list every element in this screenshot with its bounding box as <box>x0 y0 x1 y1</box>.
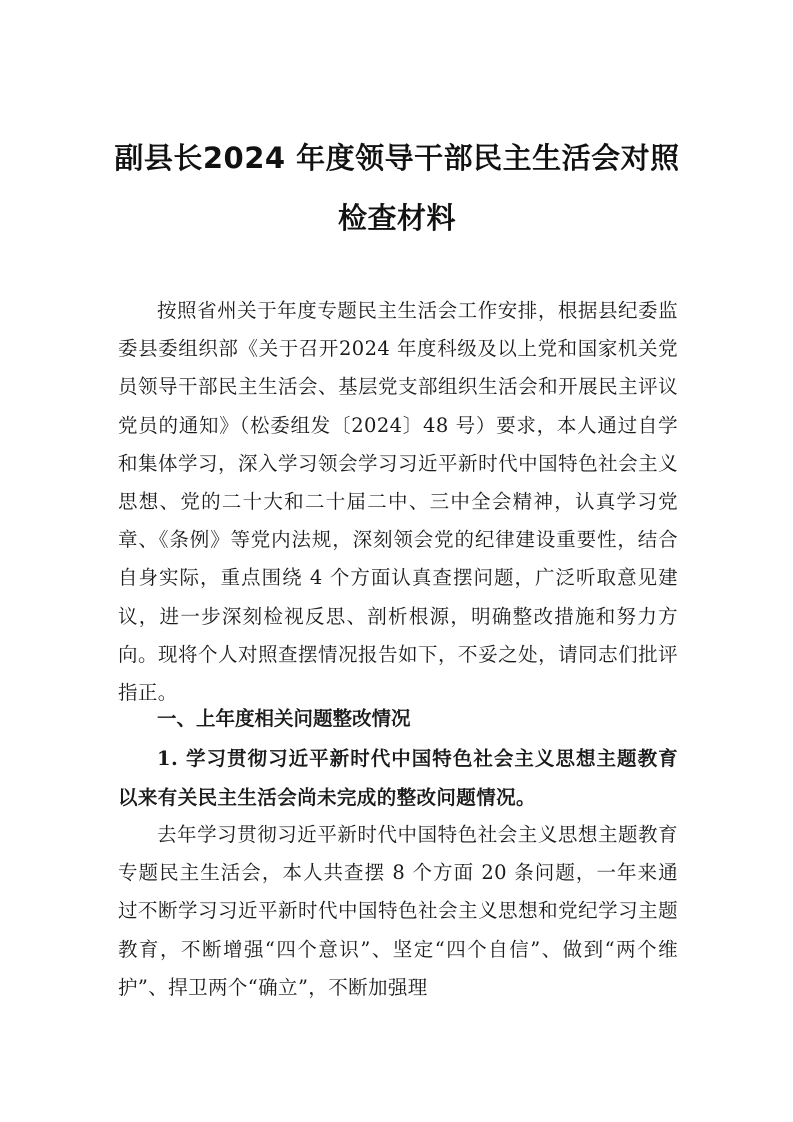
intro-paragraph: 按照省州关于年度专题民主生活会工作安排，根据县纪委监委县委组织部《关于召开2024 年度科级及以上党和国家机关党员领导干部民主生活会、基层党支部组织生活会和开展民主评议党员的通知》（松委组发〔2024〕48 号）要求，本人通过自学和集体学习，深入学习领会学习习近平新时代中国特色社会主义思想、党的二十大和二十届二中、三中全会精神，认真学习党章、《条例》等党内法规，深刻领会党的纪律建设重要性，结合自身实际，重点围绕 4 个方面认真查摆问题，广泛听取意见建议，进一步深刻检视反思、剖析根源，明确整改措施和努力方向。现将个人对照查摆情况报告如下，不妥之处，请同志们批评指正。 <box>118 299 678 705</box>
subsection-heading-1: 1. 学习贯彻习近平新时代中国特色社会主义思想主题教育以来有关民主生活会尚未完成的整改问题情况。 <box>118 747 678 809</box>
document-title-line-2: 检查材料 <box>337 201 456 235</box>
section-heading-1: 一、上年度相关问题整改情况 <box>157 707 411 730</box>
document-title-line-1: 副县长2024 年度领导干部民主生活会对照 <box>114 141 680 175</box>
subsection-1-body-paragraph: 去年学习贯彻习近平新时代中国特色社会主义思想主题教育专题民主生活会，本人共查摆 8 个方面 20 条问题，一年来通过不断学习习近平新时代中国特色社会主义思想和党纪学习主题教育，不断增强“四个意识”、坚定“四个自信”、做到“两个维护”、捍卫两个“确立”，不断加强理 <box>118 823 678 999</box>
